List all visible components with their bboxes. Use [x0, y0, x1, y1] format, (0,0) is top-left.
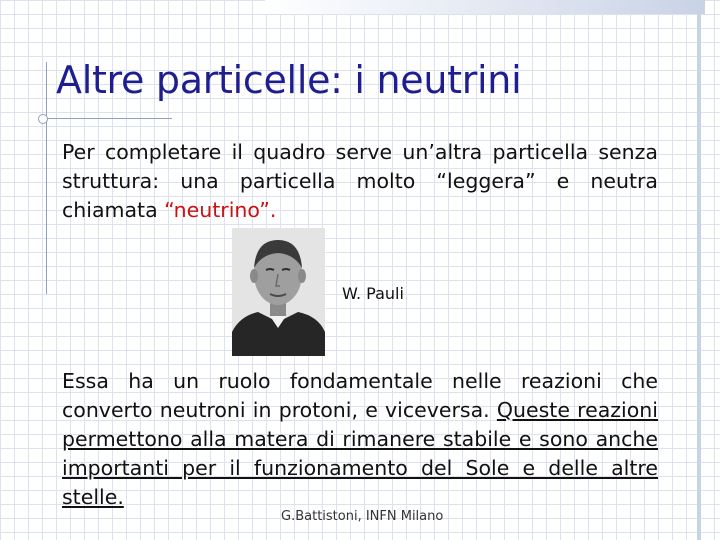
- decorative-vertical-line: [46, 62, 47, 294]
- slide-footer: G.Battistoni, INFN Milano: [281, 509, 444, 524]
- reactions-paragraph: [62, 367, 658, 512]
- slide-title: Altre particelle: i neutrini: [56, 58, 522, 102]
- portrait-caption: W. Pauli: [342, 284, 404, 303]
- decorative-horizontal-line: [40, 118, 172, 119]
- decorative-right-strip: [697, 0, 701, 540]
- intro-paragraph: [62, 138, 658, 225]
- pauli-portrait: [232, 228, 325, 356]
- intro-text: Per completare il quadro serve un’altra particella senza struttura: una particella molto “leggera” e neutra chiamata: [62, 140, 658, 222]
- decorative-top-bar: [265, 0, 705, 14]
- reactions-text: Essa ha un ruolo fondamentale nelle reazioni che converto neutroni in protoni, e viceversa.: [62, 369, 658, 422]
- reactions-underlined-text: Queste reazioni permettono alla matera di rimanere stabile e sono anche importanti per il funzionamento del Sole e delle altre stelle.: [62, 398, 658, 509]
- decorative-circle-icon: [38, 114, 48, 124]
- neutrino-highlight: “neutrino”.: [164, 198, 277, 222]
